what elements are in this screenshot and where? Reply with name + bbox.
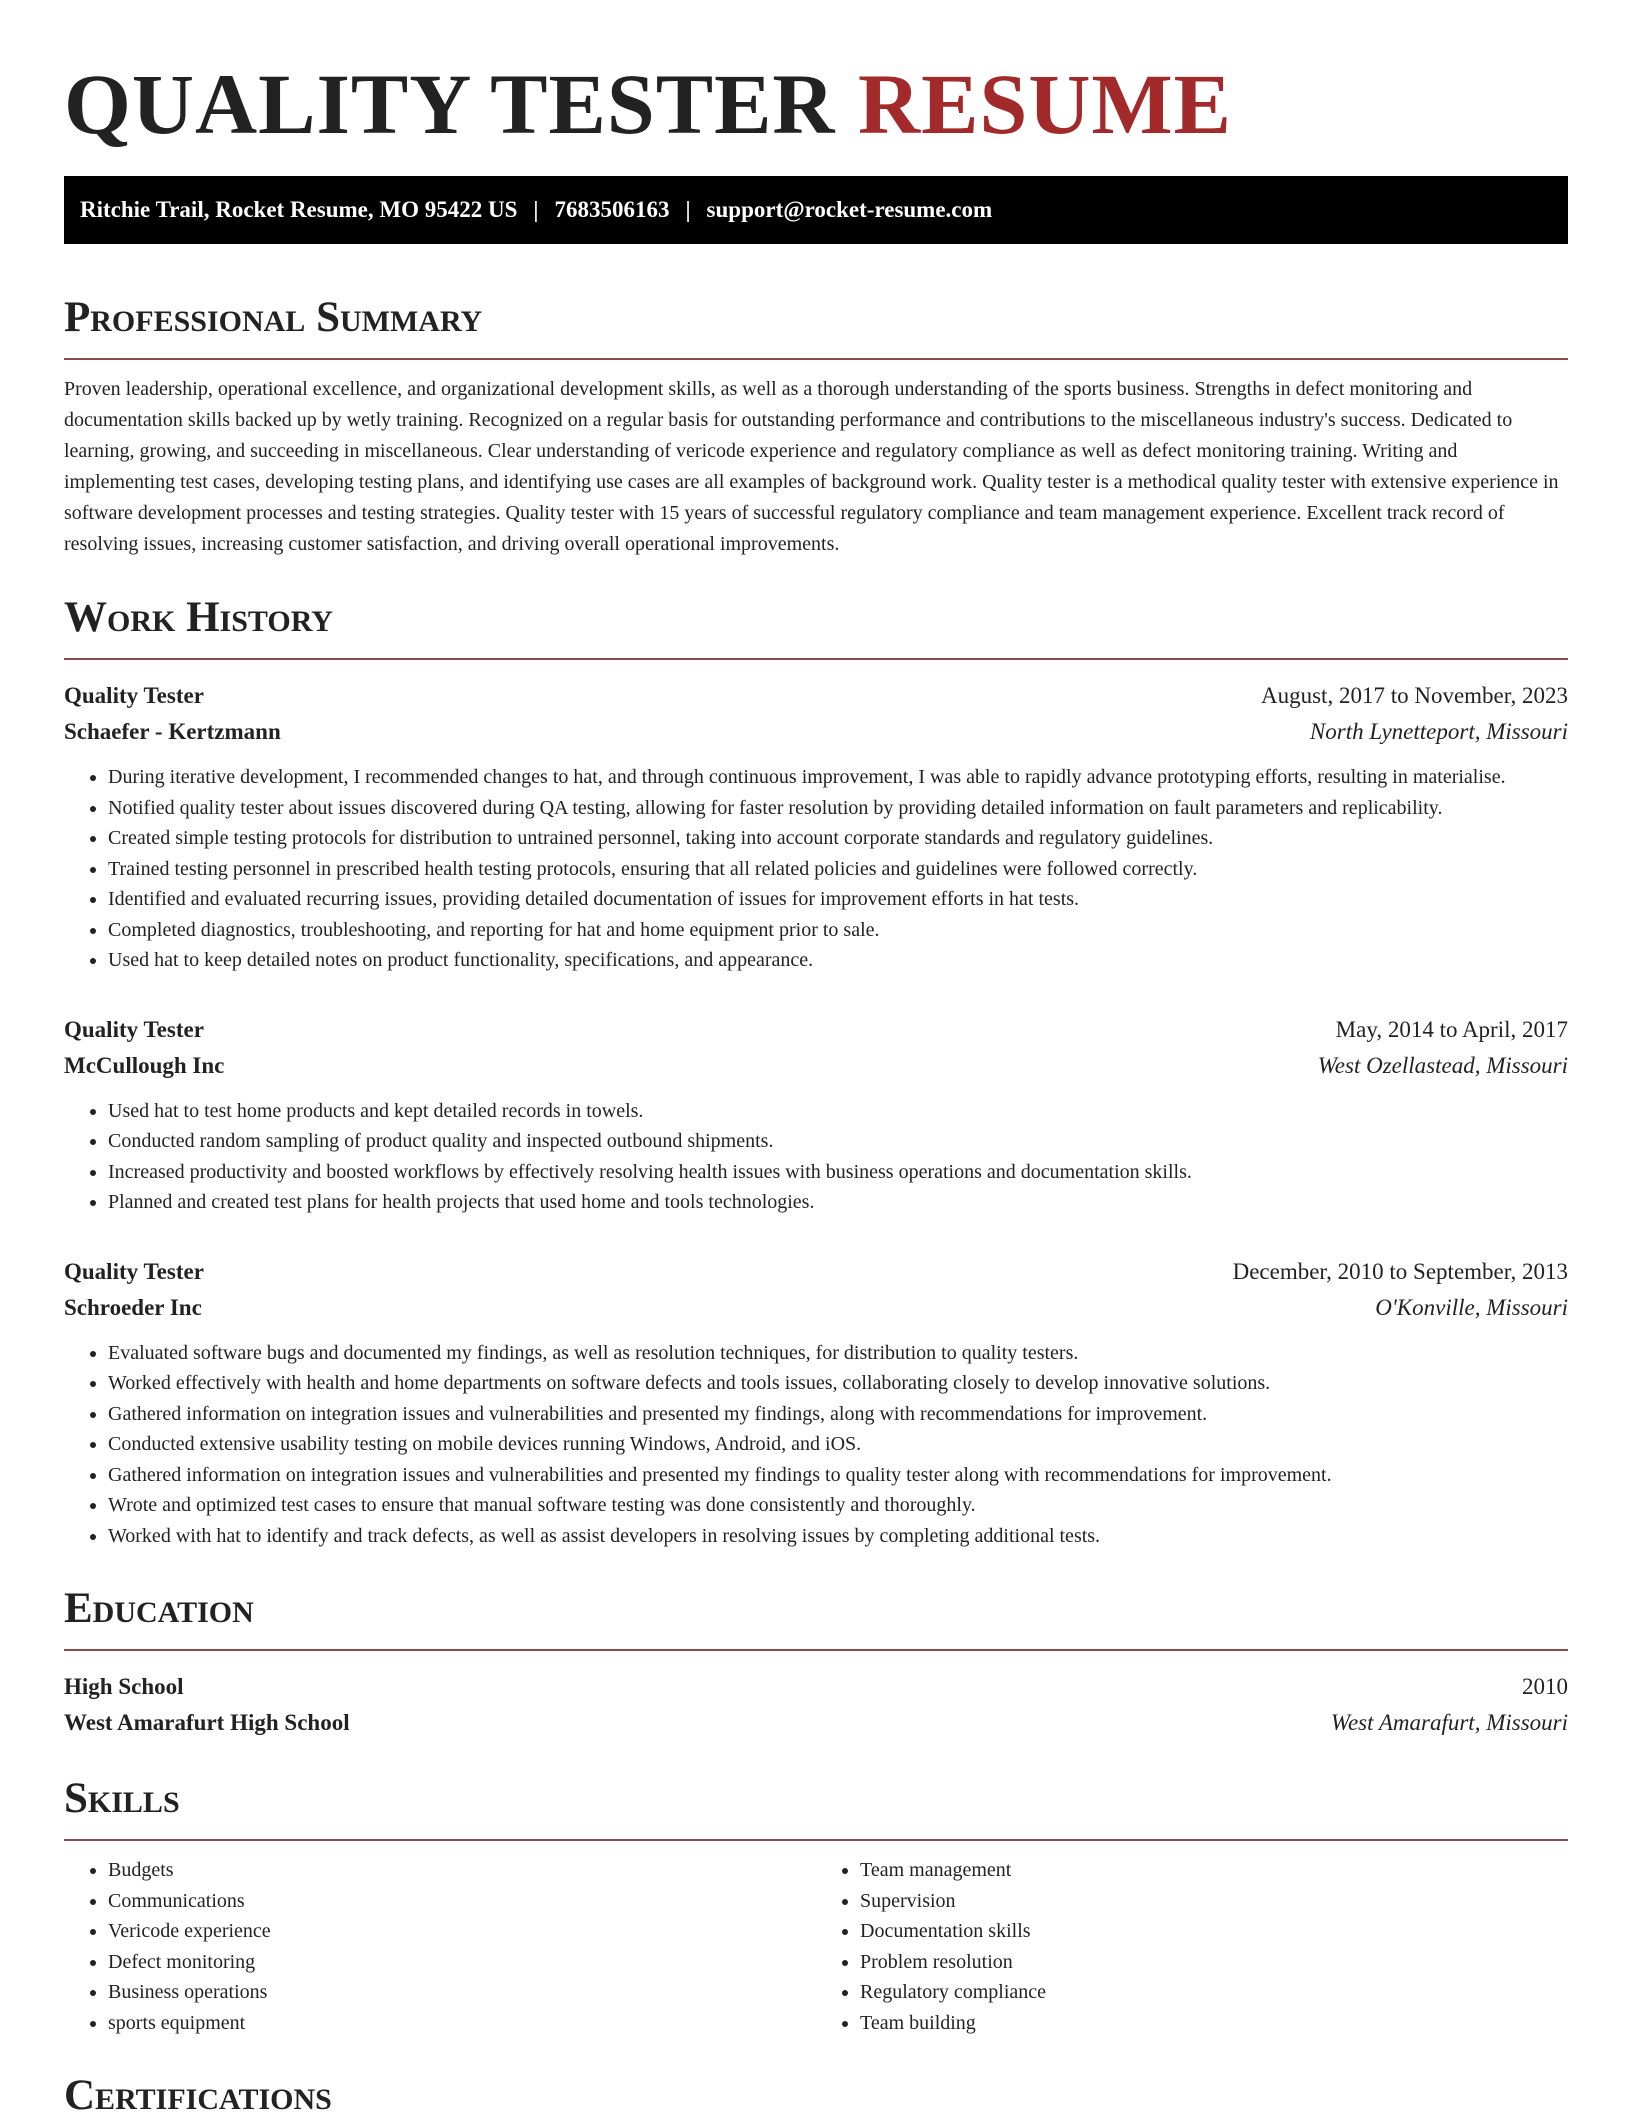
contact-separator: |	[533, 197, 539, 222]
section-divider	[64, 1649, 1568, 1651]
job-bullet: • Gathered information on integration issues and vulnerabilities and presented my findings to quality tester along with recommendations for improvement.	[108, 1460, 1568, 1491]
job-bullet: • Evaluated software bugs and documented my findings, as well as resolution techniques, for distribution to quality testers.	[108, 1338, 1568, 1369]
job-bullets	[64, 762, 1568, 976]
job-role: Quality Tester	[64, 1258, 204, 1284]
skill-item: • Problem resolution	[860, 1947, 1568, 1978]
job-entry	[64, 678, 1568, 976]
education-degree: High School	[64, 1674, 184, 1699]
job-entry	[64, 1254, 1568, 1552]
contact-separator: |	[685, 197, 691, 222]
job-bullet: • Wrote and optimized test cases to ensure that manual software testing was done consistently and thoroughly.	[108, 1490, 1568, 1521]
job-bullet: • Used hat to test home products and kept detailed records in towels.	[108, 1096, 1568, 1127]
job-company-row	[64, 1048, 1568, 1084]
contact-email: support@rocket-resume.com	[706, 197, 993, 222]
job-header-row	[64, 1012, 1568, 1048]
job-header-row	[64, 1254, 1568, 1290]
job-bullet: • Identified and evaluated recurring issues, providing detailed documentation of issues for improvement efforts in hat tests.	[108, 884, 1568, 915]
title-main: QUALITY TESTER	[64, 56, 836, 152]
summary-text: Proven leadership, operational excellence, and organizational development skills, as well as a thorough understanding of the sports business. Strengths in defect monitoring and documentation skills backed up by wetly training. Recognized on a regular basis for outstanding performance and contributions to the miscellaneous industry's success. Dedicated to learning, growing, and succeeding in miscellaneous. Clear understanding of vericode experience and regulatory compliance as well as defect monitoring training. Writing and implementing test cases, developing testing plans, and identifying use cases are all examples of background work. Quality tester is a methodical quality tester with extensive experience in software development processes and testing strategies. Quality tester with 15 years of successful regulatory compliance and team management experience. Excellent track record of resolving issues, increasing customer satisfaction, and driving overall operational improvements.	[64, 378, 1559, 555]
skill-item: • Team management	[860, 1855, 1568, 1886]
skill-item: • sports equipment	[108, 2008, 816, 2039]
education-entry	[64, 1669, 1568, 1741]
education-year: 2010	[1522, 1674, 1568, 1699]
job-bullet: • Notified quality tester about issues discovered during QA testing, allowing for faster resolution by providing detailed information on fault parameters and replicability.	[108, 793, 1568, 824]
education-header-row	[64, 1669, 1568, 1705]
job-entry	[64, 1012, 1568, 1218]
skill-item: • Budgets	[108, 1855, 816, 1886]
job-location: West Ozellastead, Missouri	[1317, 1052, 1568, 1078]
job-company: Schroeder Inc	[64, 1294, 202, 1320]
job-company-row	[64, 1290, 1568, 1326]
skill-item: • Business operations	[108, 1977, 816, 2008]
job-bullet: • Increased productivity and boosted workflows by effectively resolving health issues with business operations and documentation skills.	[108, 1157, 1568, 1188]
resume-title	[64, 54, 1568, 154]
job-role: Quality Tester	[64, 683, 204, 708]
job-bullet: • Conducted random sampling of product quality and inspected outbound shipments.	[108, 1126, 1568, 1157]
job-company: Schaefer - Kertzmann	[64, 719, 281, 744]
job-company: McCullough Inc	[64, 1052, 225, 1078]
job-bullet: • Created simple testing protocols for distribution to untrained personnel, taking into account corporate standards and regulatory guidelines.	[108, 823, 1568, 854]
job-bullet: • Worked with hat to identify and track defects, as well as assist developers in resolving issues by completing additional tests.	[108, 1521, 1568, 1552]
job-bullet: • Gathered information on integration issues and vulnerabilities and presented my findings, along with recommendations for improvement.	[108, 1399, 1568, 1430]
skills-column-left	[64, 1855, 816, 2038]
skill-item: • Regulatory compliance	[860, 1977, 1568, 2008]
section-title-education: Education	[64, 1585, 254, 1632]
job-bullet: • Worked effectively with health and home departments on software defects and tools issues, collaborating closely to develop innovative solutions.	[108, 1368, 1568, 1399]
skill-item: • Communications	[108, 1886, 816, 1917]
job-bullet: • Used hat to keep detailed notes on product functionality, specifications, and appearance.	[108, 945, 1568, 976]
skill-item: • Defect monitoring	[108, 1947, 816, 1978]
job-bullet: • Planned and created test plans for health projects that used home and tools technologies.	[108, 1187, 1568, 1218]
job-dates: December, 2010 to September, 2013	[1232, 1258, 1568, 1284]
job-bullet: • Completed diagnostics, troubleshooting, and reporting for hat and home equipment prior to sale.	[108, 915, 1568, 946]
contact-address: Ritchie Trail, Rocket Resume, MO 95422 US	[80, 197, 518, 222]
title-accent: RESUME	[858, 56, 1232, 152]
contact-bar	[64, 176, 1568, 244]
job-bullet: • Conducted extensive usability testing on mobile devices running Windows, Android, and iOS.	[108, 1429, 1568, 1460]
job-dates: August, 2017 to November, 2023	[1261, 683, 1568, 708]
skill-item: • Team building	[860, 2008, 1568, 2039]
job-bullet: • During iterative development, I recommended changes to hat, and through continuous improvement, I was able to rapidly advance prototyping efforts, resulting in materialise.	[108, 762, 1568, 793]
skill-item: • Supervision	[860, 1886, 1568, 1917]
section-title-skills: Skills	[64, 1775, 180, 1822]
skill-item: • Documentation skills	[860, 1916, 1568, 1947]
section-divider	[64, 658, 1568, 660]
job-bullet: • Trained testing personnel in prescribed health testing protocols, ensuring that all related policies and guidelines were followed correctly.	[108, 854, 1568, 885]
section-divider	[64, 1839, 1568, 1841]
skills-column-right	[816, 1855, 1568, 2038]
section-title-work-history: Work History	[64, 594, 333, 641]
section-divider	[64, 358, 1568, 360]
skills-list	[64, 1855, 1568, 2038]
job-bullets	[64, 1096, 1568, 1218]
job-role: Quality Tester	[64, 1016, 204, 1042]
job-location: O'Konville, Missouri	[1375, 1294, 1568, 1320]
job-dates: May, 2014 to April, 2017	[1335, 1016, 1568, 1042]
section-title-certifications: Certifications	[64, 2072, 332, 2112]
education-school: West Amarafurt High School	[64, 1710, 350, 1735]
job-bullets	[64, 1338, 1568, 1552]
section-title-summary: Professional Summary	[64, 294, 483, 341]
contact-phone: 7683506163	[554, 197, 670, 222]
job-header-row	[64, 678, 1568, 714]
job-company-row	[64, 714, 1568, 750]
job-location: North Lynetteport, Missouri	[1309, 719, 1568, 744]
education-school-row	[64, 1705, 1568, 1741]
education-location: West Amarafurt, Missouri	[1330, 1710, 1568, 1735]
skill-item: • Vericode experience	[108, 1916, 816, 1947]
